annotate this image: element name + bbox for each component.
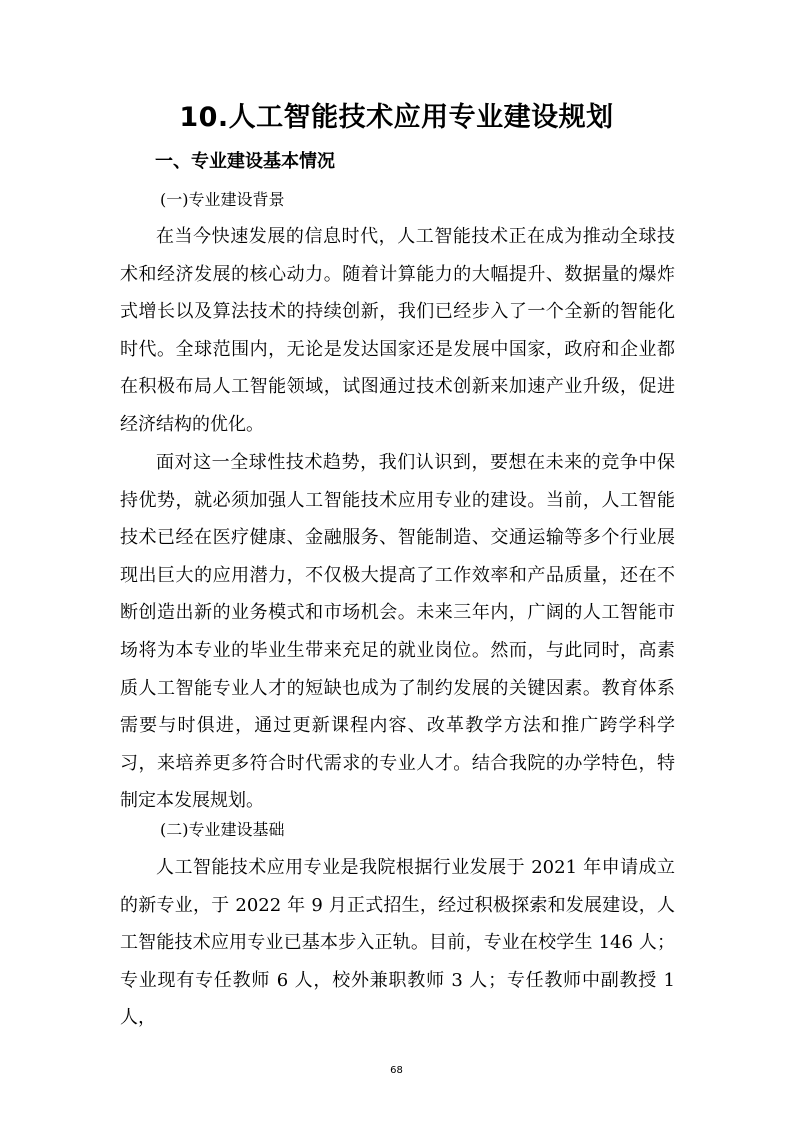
document-title: 10.人工智能技术应用专业建设规划 bbox=[179, 102, 614, 133]
page-number: 68 bbox=[390, 1065, 403, 1076]
section-heading: 一、专业建设基本情况 bbox=[155, 151, 335, 172]
subsection-heading-foundation: (二)专业建设基础 bbox=[160, 820, 285, 839]
paragraph-background-2: 面对这一全球性技术趋势，我们认识到，要想在未来的竞争中保持优势，就必须加强人工智能技术应用专业的建设。当前，人工智能技术已经在医疗健康、金融服务、智能制造、交通运输等多个行业展现出巨大的应用潜力，不仅极大提高了工作效率和产品质量，还在不断创造出新的业务模式和市场机会。未来三年内，广阔的人工智能市场将为本专业的毕业生带来充足的就业岗位。然而，与此同时，高素质人工智能专业人才的短缺也成为了制约发展的关键因素。教育体系需要与时俱进，通过更新课程内容、改革教学方法和推广跨学科学习，来培养更多符合时代需求的专业人才。结合我院的办学特色，特制定本发展规划。 bbox=[120, 452, 675, 812]
paragraph-foundation-1: 人工智能技术应用专业是我院根据行业发展于 2021 年申请成立的新专业，于 2022 年 9 月正式招生，经过积极探索和发展建设，人工智能技术应用专业已基本步入正轨。目前，专业在校学生 146 人；专业现有专任教师 6 人，校外兼职教师 3 人；专任教师中副教授 1 人， bbox=[120, 857, 675, 1029]
subsection-heading-background: (一)专业建设背景 bbox=[160, 190, 285, 209]
paragraph-background-1: 在当今快速发展的信息时代，人工智能技术正在成为推动全球技术和经济发展的核心动力。随着计算能力的大幅提升、数据量的爆炸式增长以及算法技术的持续创新，我们已经步入了一个全新的智能化时代。全球范围内，无论是发达国家还是发展中国家，政府和企业都在积极布局人工智能领域，试图通过技术创新来加速产业升级，促进经济结构的优化。 bbox=[120, 226, 675, 435]
